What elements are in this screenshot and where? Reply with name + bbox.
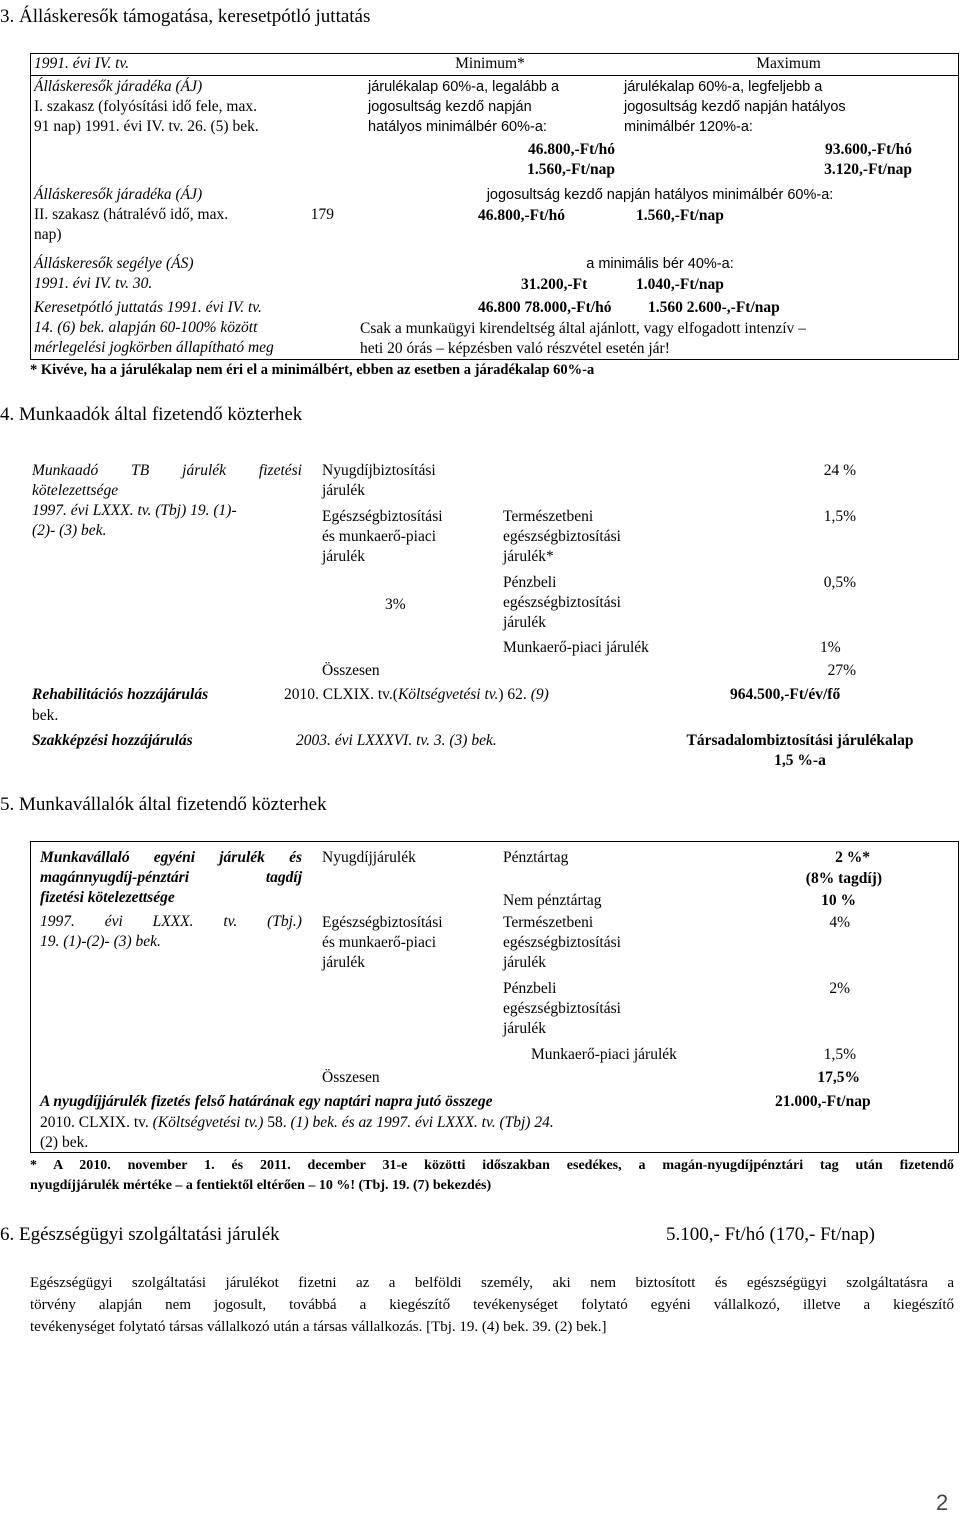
employee-total-pct: 17,5%	[817, 1069, 860, 1086]
pension-cap-value: 21.000,-Ft/nap	[775, 1093, 871, 1110]
employee-labour-market-label: Munkaerő-piaci járulék	[531, 1046, 677, 1063]
page-number: 2	[936, 1490, 949, 1515]
pension-cap-law: 2010. CLXIX. tv. (Költségvetési tv.) 58. (1) bek. és az 1997. évi LXXX. tv. (Tbj) 24. (2) bek.	[40, 1114, 554, 1151]
aj1-label: Álláskeresők járadéka (ÁJ) I. szakasz (folyósítási idő fele, max. 91 nap) 1991. évi IV. tv. 26. (5) bek.	[34, 78, 259, 135]
aj1-maximum: járulékalap 60%-a, legfeljebb a jogosultság kezdő napján hatályos minimálbér 120%-a:	[624, 79, 846, 135]
employee-total-label: Összesen	[322, 1069, 380, 1086]
fund-member-pct: 2 %*	[835, 849, 870, 866]
employer-total-label: Összesen	[322, 662, 380, 679]
vocational-value: Társadalombiztosítási járulékalap 1,5 %-a	[686, 732, 914, 769]
header-divider	[30, 75, 958, 76]
as-day: 1.040,-Ft/nap	[636, 276, 724, 293]
as-text: a minimális bér 40%-a:	[586, 256, 734, 272]
section-6-amount: 5.100,- Ft/hó (170,- Ft/nap)	[666, 1224, 875, 1245]
aj2-text: jogosultság kezdő napján hatályos minimálbér 60%-a:	[486, 187, 834, 203]
employee-obligation-law: 1997. évi LXXX. tv. (Tbj.) 19. (1)-(2)- (3) bek.	[40, 913, 302, 950]
aj2-month: 46.800,-Ft/hó	[478, 207, 565, 224]
vocational-label: Szakképzési hozzájárulás	[32, 732, 193, 749]
non-member-pct: 10 %	[821, 892, 856, 909]
health-contribution-label: Egészségbiztosítási és munkaerő-piaci járulék	[322, 508, 443, 565]
employee-health-label: Egészségbiztosítási és munkaerő-piaci járulék	[322, 914, 443, 971]
aj1-max-month: 93.600,-Ft/hó	[825, 141, 912, 158]
rehab-label: Rehabilitációs hozzájárulás	[32, 686, 209, 703]
aj2-day: 1.560,-Ft/nap	[636, 207, 724, 224]
kp-day: 1.560 2.600-,-Ft/nap	[648, 299, 780, 316]
fund-member-fee: (8% tagdíj)	[805, 870, 882, 887]
section-6-paragraph: Egészségügyi szolgáltatási járulékot fizetni az a belföldi személy, aki nem biztosított és egészségügyi szolgáltatásra a törvény alapján nem jogosult, továbbá a kiegészítő tevékenységet folytató egyéni vállalkozó, illetve a kiegészítő tevékenységet folytató társas vállalkozó után a társas vállalkozás. [Tbj. 19. (4) bek. 39. (2) bek.]	[30, 1275, 954, 1335]
in-kind-health-label: Természetbeni egészségbiztosítási járulék*	[503, 508, 621, 565]
section-4-heading: 4. Munkaadók által fizetendő közterhek	[0, 404, 303, 425]
employee-labour-market-pct: 1,5%	[823, 1046, 856, 1063]
minimum-header: Minimum*	[455, 55, 525, 72]
rehab-law-cont: bek.	[32, 707, 59, 724]
pension-cap-label: A nyugdíjjárulék fizetés felső határának egy naptári napra jutó összege	[40, 1093, 493, 1110]
as-label: Álláskeresők segélye (ÁS) 1991. évi IV. tv. 30.	[34, 255, 194, 292]
employee-in-kind-pct: 4%	[829, 914, 850, 931]
employee-in-kind-label: Természetbeni egészségbiztosítási járulék	[503, 914, 621, 971]
pension-contribution-label: Nyugdíjbiztosítási járulék	[322, 462, 436, 499]
aj1-max-day: 3.120,-Ft/nap	[824, 161, 912, 178]
fund-member-label: Pénztártag	[503, 849, 569, 866]
employee-cash-pct: 2%	[829, 980, 850, 997]
as-month: 31.200,-Ft	[521, 276, 588, 293]
employee-obligation-label: Munkavállaló egyéni járulék és magánnyugdíj-pénztári tagdíj fizetési kötelezettsége	[40, 849, 302, 906]
section-5-footnote: * A 2010. november 1. és 2011. december 31-e közötti időszakban esedékes, a magán-nyugdíjpénztári tag után fizetendő nyugdíjjárulék mértéke – a fentiektől eltérően – 10 %! (Tbj. 19. (7) bekezdés)	[30, 1158, 954, 1193]
employee-cash-label: Pénzbeli egészségbiztosítási járulék	[503, 980, 621, 1037]
employer-tb-label: Munkaadó TB járulék fizetési kötelezettsége 1997. évi LXXX. tv. (Tbj) 19. (1)- (2)- (3) bek.	[32, 462, 302, 539]
aj1-min-month: 46.800,-Ft/hó	[528, 141, 615, 158]
kp-month: 46.800 78.000,-Ft/hó	[478, 299, 612, 316]
cash-health-pct: 0,5%	[823, 574, 856, 591]
aj1-min-day: 1.560,-Ft/nap	[527, 161, 615, 178]
section-5-heading: 5. Munkavállalók által fizetendő közterhek	[0, 794, 327, 815]
law-reference: 1991. évi IV. tv.	[34, 55, 129, 72]
health-contribution-pct: 3%	[385, 596, 406, 613]
section-6-heading: 6. Egészségügyi szolgáltatási járulék	[0, 1224, 280, 1245]
pension-contribution-pct: 24 %	[823, 462, 856, 479]
non-member-label: Nem pénztártag	[503, 892, 602, 909]
section-3-heading: 3. Álláskeresők támogatása, keresetpótló juttatás	[0, 6, 371, 27]
labour-market-pct: 1%	[820, 639, 841, 656]
maximum-header: Maximum	[756, 55, 821, 72]
cash-health-label: Pénzbeli egészségbiztosítási járulék	[503, 574, 621, 631]
section-3-footnote: * Kivéve, ha a járulékalap nem éri el a minimálbért, ebben az esetben a járadékalap 60%-a	[30, 362, 595, 378]
in-kind-health-pct: 1,5%	[823, 508, 856, 525]
employee-pension-label: Nyugdíjjárulék	[322, 849, 416, 866]
vocational-law: 2003. évi LXXXVI. tv. 3. (3) bek.	[296, 732, 497, 749]
employer-total-pct: 27%	[827, 662, 856, 679]
kp-note: Csak a munkaügyi kirendeltség által ajánlott, vagy elfogadott intenzív – heti 20 órás – képzésben való részvétel esetén jár!	[360, 320, 806, 357]
rehab-law: 2010. CLXIX. tv.(Költségvetési tv.) 62. (9)	[284, 686, 549, 703]
kp-label: Keresetpótló juttatás 1991. évi IV. tv. 14. (6) bek. alapján 60-100% között mérlegelési jogkörben állapítható meg	[34, 299, 274, 356]
rehab-value: 964.500,-Ft/év/fő	[730, 686, 841, 703]
aj1-minimum: járulékalap 60%-a, legalább a jogosultság kezdő napján hatályos minimálbér 60%-a:	[368, 79, 560, 135]
aj2-label: Álláskeresők járadéka (ÁJ) II. szakasz (hátralévő idő, max. 179 nap)	[34, 186, 334, 243]
labour-market-label: Munkaerő-piaci járulék	[503, 639, 649, 656]
